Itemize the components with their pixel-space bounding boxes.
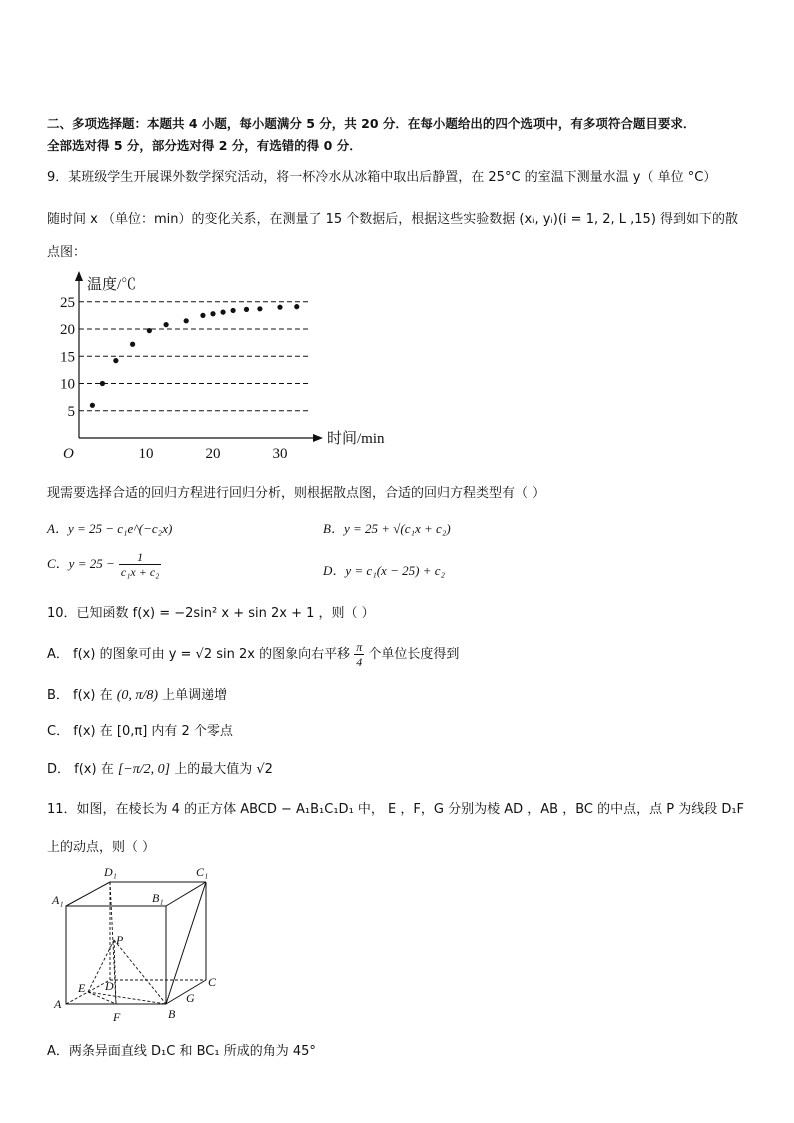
q9-option-c bbox=[47, 550, 161, 579]
label-a: A bbox=[54, 997, 62, 1011]
q9-option-a: A．y = 25 − c₁e^(−c₂x) bbox=[47, 521, 173, 536]
segment-b-c1 bbox=[166, 882, 206, 1004]
x-tick-label-20: 20 bbox=[205, 446, 221, 462]
cube-figure bbox=[50, 862, 230, 1027]
label-a1: A₁ bbox=[52, 893, 64, 907]
q9-option-c-numerator: 1 bbox=[119, 550, 161, 565]
q10-option-d-pre: D． f(x) 在 bbox=[47, 762, 114, 777]
q10-option-a-pre: A． f(x) 的图象可由 y = √2 sin 2x 的图象向右平移 bbox=[47, 647, 351, 662]
q9-stem-line3: 点图： bbox=[47, 245, 87, 260]
y-tick-label-25: 25 bbox=[60, 294, 75, 311]
section-heading-line2: 全部选对得 5 分，部分选对得 2 分，有选错的得 0 分． bbox=[47, 138, 362, 153]
y-tick-label-5: 5 bbox=[67, 403, 75, 420]
label-d1: D₁ bbox=[104, 865, 117, 879]
x-tick-label-10: 10 bbox=[138, 446, 154, 462]
segment-e-f bbox=[88, 992, 116, 1004]
label-b: B bbox=[168, 1007, 176, 1021]
data-point-10 bbox=[220, 310, 225, 315]
data-point-5 bbox=[147, 328, 152, 333]
data-point-11 bbox=[231, 308, 236, 313]
q10-option-a-denominator: 4 bbox=[356, 655, 363, 669]
y-tick-label-15: 15 bbox=[60, 349, 75, 366]
y-tick-label-20: 20 bbox=[60, 322, 75, 338]
q10-option-b-interval: (0, π/8) bbox=[116, 688, 158, 703]
y-axis-label: 温度/℃ bbox=[87, 277, 137, 293]
label-g: G bbox=[186, 991, 195, 1005]
q9-option-c-denominator: c₁x + c₂ bbox=[120, 565, 160, 579]
q9-option-d: D．y = c₁(x − 25) + c₂ bbox=[323, 563, 445, 578]
q10-option-d-interval: [−π/2, 0] bbox=[117, 762, 171, 777]
data-point-6 bbox=[164, 322, 169, 327]
q9-stem-line2: 随时间 x （单位：min）的变化关系，在测量了 15 个数据后，根据这些实验数据 (xᵢ, yᵢ)(i = 1, 2, L ,15) 得到如下的散 bbox=[47, 212, 739, 227]
data-point-1 bbox=[90, 403, 95, 408]
q9-option-c-label: C．y = 25 − bbox=[47, 556, 115, 571]
x-axis-arrow bbox=[313, 434, 323, 442]
label-e: E bbox=[78, 981, 86, 995]
q10-option-b-pre: B． f(x) 在 bbox=[47, 688, 113, 703]
data-point-13 bbox=[257, 306, 262, 311]
data-point-2 bbox=[100, 381, 105, 386]
section-heading-line1: 二、多项选择题：本题共 4 小题，每小题满分 5 分，共 20 分．在每小题给出的四个选项中，有多项符合题目要求． bbox=[47, 116, 696, 131]
label-f: F bbox=[113, 1010, 121, 1024]
q10-option-a bbox=[47, 640, 459, 669]
label-p: P bbox=[116, 933, 124, 947]
q10-option-d bbox=[47, 758, 273, 778]
q10-option-a-numerator: π bbox=[356, 640, 363, 654]
q11-stem-line2: 上的动点，则（ ） bbox=[47, 840, 156, 855]
q9-option-b: B．y = 25 + √(c₁x + c₂) bbox=[323, 521, 451, 536]
q11-option-a: A．两条异面直线 D₁C 和 BC₁ 所成的角为 45° bbox=[47, 1044, 316, 1059]
q10-option-c: C． f(x) 在 [0,π] 内有 2 个零点 bbox=[47, 724, 233, 739]
data-point-15 bbox=[294, 304, 299, 309]
data-point-7 bbox=[184, 318, 189, 323]
y-tick-label-10: 10 bbox=[60, 376, 75, 393]
q9-option-c-fraction bbox=[119, 550, 161, 579]
data-point-9 bbox=[210, 311, 215, 316]
segment-p-b bbox=[114, 940, 166, 1004]
edge-b1-c1 bbox=[166, 882, 206, 906]
y-axis-arrow bbox=[75, 271, 83, 281]
q10-option-d-post: 上的最大值为 √2 bbox=[174, 762, 273, 777]
data-point-8 bbox=[200, 313, 205, 318]
data-point-4 bbox=[130, 342, 135, 347]
q10-option-a-post: 个单位长度得到 bbox=[368, 647, 460, 662]
q9-stem-line1: 9．某班级学生开展课外数学探究活动，将一杯冷水从冰箱中取出后静置，在 25°C 的室温下测量水温 y（ 单位 °C） bbox=[47, 170, 717, 185]
data-point-14 bbox=[277, 305, 282, 310]
segment-e-b bbox=[88, 992, 166, 1004]
q10-stem: 10．已知函数 f(x) = −2sin² x + sin 2x + 1 ，则（ ） bbox=[47, 606, 375, 621]
edge-a1-d1 bbox=[66, 882, 110, 906]
q9-stem-after: 现需要选择合适的回归方程进行回归分析，则根据散点图，合适的回归方程类型有（ ） bbox=[47, 486, 546, 501]
label-b1: B₁ bbox=[152, 891, 164, 905]
q10-option-b bbox=[47, 684, 227, 704]
q10-option-b-post: 上单调递增 bbox=[162, 688, 228, 703]
label-c1: C₁ bbox=[196, 865, 209, 879]
label-c: C bbox=[208, 975, 217, 989]
data-point-3 bbox=[113, 358, 118, 363]
x-tick-label-30: 30 bbox=[272, 446, 288, 462]
label-d: D bbox=[105, 979, 114, 993]
scatter-chart bbox=[55, 268, 415, 468]
origin-label: O bbox=[63, 446, 74, 462]
q11-stem-line1: 11．如图，在棱长为 4 的正方体 ABCD − A₁B₁C₁D₁ 中， E ，F，G 分别为棱 AD ，AB ，BC 的中点，点 P 为线段 D₁F bbox=[47, 802, 745, 817]
x-axis-label: 时间/min bbox=[327, 431, 385, 447]
data-point-12 bbox=[244, 307, 249, 312]
q10-option-a-fraction bbox=[354, 640, 364, 669]
